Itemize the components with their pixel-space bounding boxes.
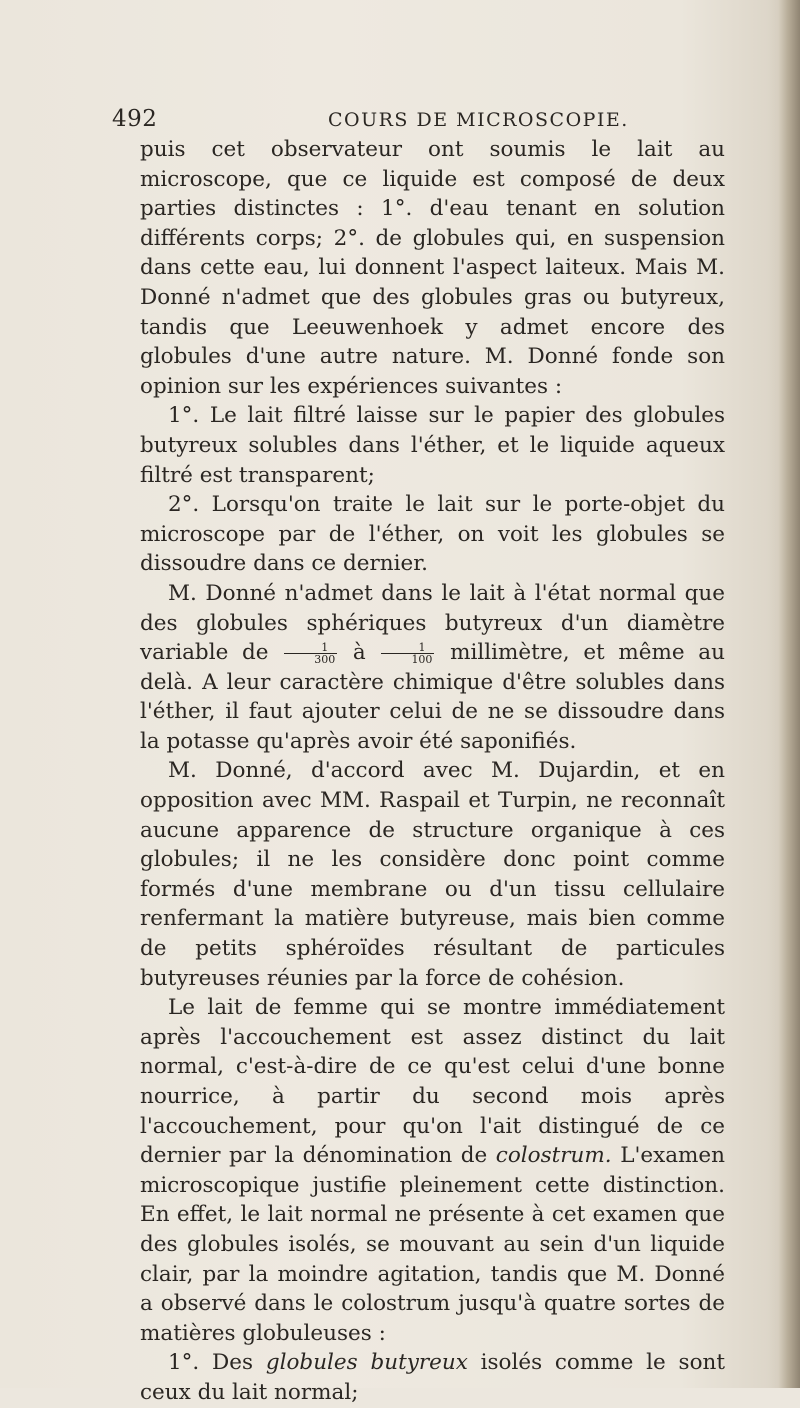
paragraph-6 [140,993,725,1348]
paragraph-7 [140,1348,725,1407]
paragraph-4 [140,579,725,757]
fraction-denominator: 300 [314,652,336,666]
fraction-denominator: 100 [411,652,433,666]
paragraph-7-end: isolés comme le sont ceux du lait normal; [140,1350,726,1405]
page-number: 492 [112,106,158,132]
paragraph-4-end: millimètre, et même au delà. A leur caractère chimique d'être solubles dans l'éther, il faut ajouter celui de ne se dissoudre dans la potasse qu'après avoir été saponifiés. [140,640,725,754]
fraction-numerator: 1 [381,642,434,654]
text-body [140,135,725,1408]
paragraph-6-start: Le lait de femme qui se montre immédiatement après l'accouchement est assez distinct du lait normal, c'est-à-dire de ce qu'est celui d'une bonne nourrice, à partir du second mois après l'accouchement, pour qu'on l'ait distingué de ce dernier par la dénomination de [140,995,725,1169]
paragraph-3: 2°. Lorsqu'on traite le lait sur le porte-objet du microscope par de l'éther, on voit les globules se dissoudre dans ce dernier. [140,492,725,577]
paragraph-5: M. Donné, d'accord avec M. Dujardin, et en opposition avec MM. Raspail et Turpin, ne reconnaît aucune apparence de structure organique à ces globules; il ne les considère donc point comme formés d'une membrane ou d'un tissu cellulaire renfermant la matière butyreuse, mais bien comme de petits sphéroïdes résultant de particules butyreuses réunies par la force de cohésion. [140,758,725,991]
fraction-one-100 [381,642,434,665]
fraction-numerator: 1 [284,642,337,654]
paragraph-4-start: M. Donné n'admet dans le lait à l'état normal que des globules sphériques butyreux d'un diamètre variable de [140,580,725,666]
paragraph-7-start: 1°. Des [168,1350,254,1376]
term-globules-butyreux: globules butyreux [265,1350,468,1376]
term-colostrum: colostrum. [495,1143,612,1169]
fraction-one-300 [284,642,337,665]
running-title: COURS DE MICROSCOPIE. [328,109,629,131]
paragraph-1: puis cet observateur ont soumis le lait au microscope, que ce liquide est composé de deux parties distinctes : 1°. d'eau tenant en solution différents corps; 2°. de globules qui, en suspension dans cette eau, lui donnent l'aspect laiteux. Mais M. Donné n'admet que des globules gras ou butyreux, tandis que Leeuwenhoek y admet encore des globules d'une autre nature. M. Donné fonde son opinion sur les expériences suivantes : [140,137,725,399]
book-spine-shadow [778,0,800,1388]
paragraph-2: 1°. Le lait filtré laisse sur le papier des globules butyreux solubles dans l'éther, et le liquide aqueux filtré est transparent; [140,403,725,488]
paragraph-6-end: L'examen microscopique justifie pleinement cette distinction. En effet, le lait normal ne présente à cet examen que des globules isolés, se mouvant au sein d'un liquide clair, par la moindre agitation, tandis que M. Donné a observé dans le colostrum jusqu'à quatre sortes de matières globuleuses : [140,1143,725,1346]
paragraph-4-between: à [352,640,366,666]
